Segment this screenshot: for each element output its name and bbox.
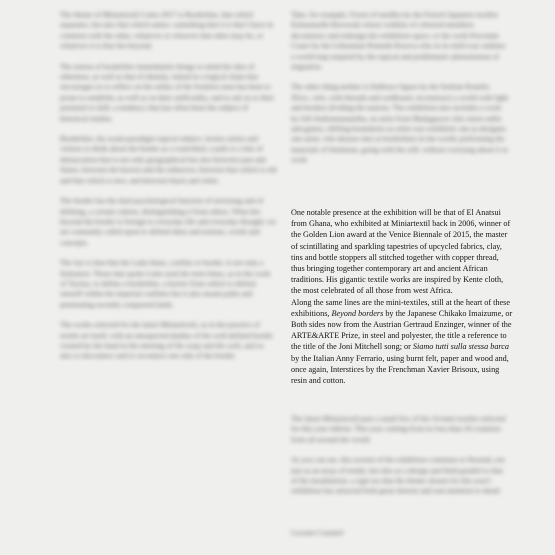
- author-signature: Luciano Caramel: [291, 528, 344, 537]
- blurred-paragraph: The other thing-neither is Dalbrace figure by the Serbian Ronelio Zlicic, who, with threads and cardboard, reconstructs a world with light and borders dividing the nations. The exhibition also includes a work by Jofi Andriamanamiha, an artist from Madagascar who raises unfin and games, shifting boundaries as artist was exhibited, one as designer, one artist, who disuses into at borderlines in the world, performing the materials of feminism, going with the still, without worrying about it at work.: [291, 82, 509, 165]
- blurred-right-bottom-column: [291, 414, 509, 507]
- blurred-paragraph: The theme of Miniartextil Como 2017 is Borderline, that which separates, but also that which unites: something that it is that I have in common with the other, whatever or whoever that other may be, or whatever it is that lies beyond.: [60, 10, 274, 51]
- blurred-paragraph: The border has the dual psychological function of enclosing and of defining, a certain culture, distinguishing it from others. What lies beyond the border is foreign to everyday life and everyday thought; we are constantly called upon to defend ideas and notions, words and concepts.: [60, 196, 277, 247]
- blurred-right-top-column: [291, 10, 509, 176]
- blurred-left-column: [60, 10, 278, 372]
- notable-paragraph-mini-textiles: [291, 297, 513, 387]
- blurred-paragraph: The latest Miniartextil puts a small few of the 54 mini textiles selected for this year edition. This year coming from no less than 20 countries from all around the world.: [291, 414, 506, 444]
- blurred-paragraph: The fact is that that the Latin limes, confine or border, is not only a limitation. Those that spoke Latin used the term limes, as in the work of Tacitus, to define a borderline, a barrier from which to defend oneself within the imperial confines but it also meant paths and penetrating recently conquered lands.: [60, 258, 271, 309]
- blurred-paragraph: The works selected for the latest Miniartextil, as in the practice of textile art itself, with an unexpected duality of the well-defined border created by the hand in the meeting of the warp and the weft, and so also to disconnect and to reconnect one side of the border.: [60, 320, 274, 361]
- p2-end: by the Italian Anny Ferrario, using burnt felt, paper and wood and, once again, Interstices by the Frenchman Xavier Brisoux, using resin and cotton.: [291, 353, 509, 386]
- blurred-paragraph: Take, for example, Forest of needles by the French Japanese textiles Emmanuelle Borowski whose weblins of coloured members deconstruct and redesign the exhibition space, or the work Porcelain Crater by the Lithuanian Rolanda Rosova who in its mild way outlines a world map inspired by the topical and problematic phenomenon of migration.: [291, 10, 506, 72]
- work-title-siamo-tutti: Siamo tutti sulla stessa barca: [412, 342, 510, 352]
- p2-intro: Along the same lines are the mini-textiles, still at the heart of these exhibitions,: [291, 297, 510, 318]
- blurred-paragraph: Borderline, the avant-paradigm topical subject, invites artists and visitors to think about the border as a watershed, a path or a line of demarcation that is not only geographical but also between past and future, between the known and the unknown, between that which is old and that which is new, and between black and white.: [60, 134, 277, 185]
- work-title-beyond-borders: Beyond borders: [331, 308, 384, 318]
- blurred-paragraph: As you can see, this section of the exhibition continues to flourish, not just as an array of trends, but also as a design and field parallel to that of the installations, a sign too that the theme chosen for this year's exhibition has attracted both great interest and real attention to detail.: [291, 455, 505, 496]
- p2-mid: by the Japanese Chikako Imaizume, or Both sides now from the Austrian Gertraud Enzinger, winner of the ARTE&ARTE Prize, in steel and polyester, the title a reference to the title of the Joni Mitchell song; or: [291, 308, 513, 352]
- notable-section: [291, 207, 513, 386]
- notable-paragraph-el-anatsui: One notable presence at the exhibition will be that of El Anatsui from Ghana, who exhibited at Miniartextil back in 2006, winner of the Golden Lion award at the Venice Biennale of 2015, the master of scintillating and sparkling tapestries of upcycled fabrics, clay, tins and bottle stoppers all stitched together with copper thread, thus bringing together contemporary art and ancient African traditions. His gigantic textile works are inspired by Kente cloth, the most celebrated of all those from west Africa.: [291, 208, 511, 296]
- blurred-paragraph: The notion of borderline immediately brings to mind the idea of otherness, as well as that of identity, united in a logical chain that encourages us to reflect on the utility of the frontiers man has been to prone to establish, as well as on their artificiality, and to ask us to their potential to shift, a tendency that has often been the subject of historical studies.: [60, 61, 275, 123]
